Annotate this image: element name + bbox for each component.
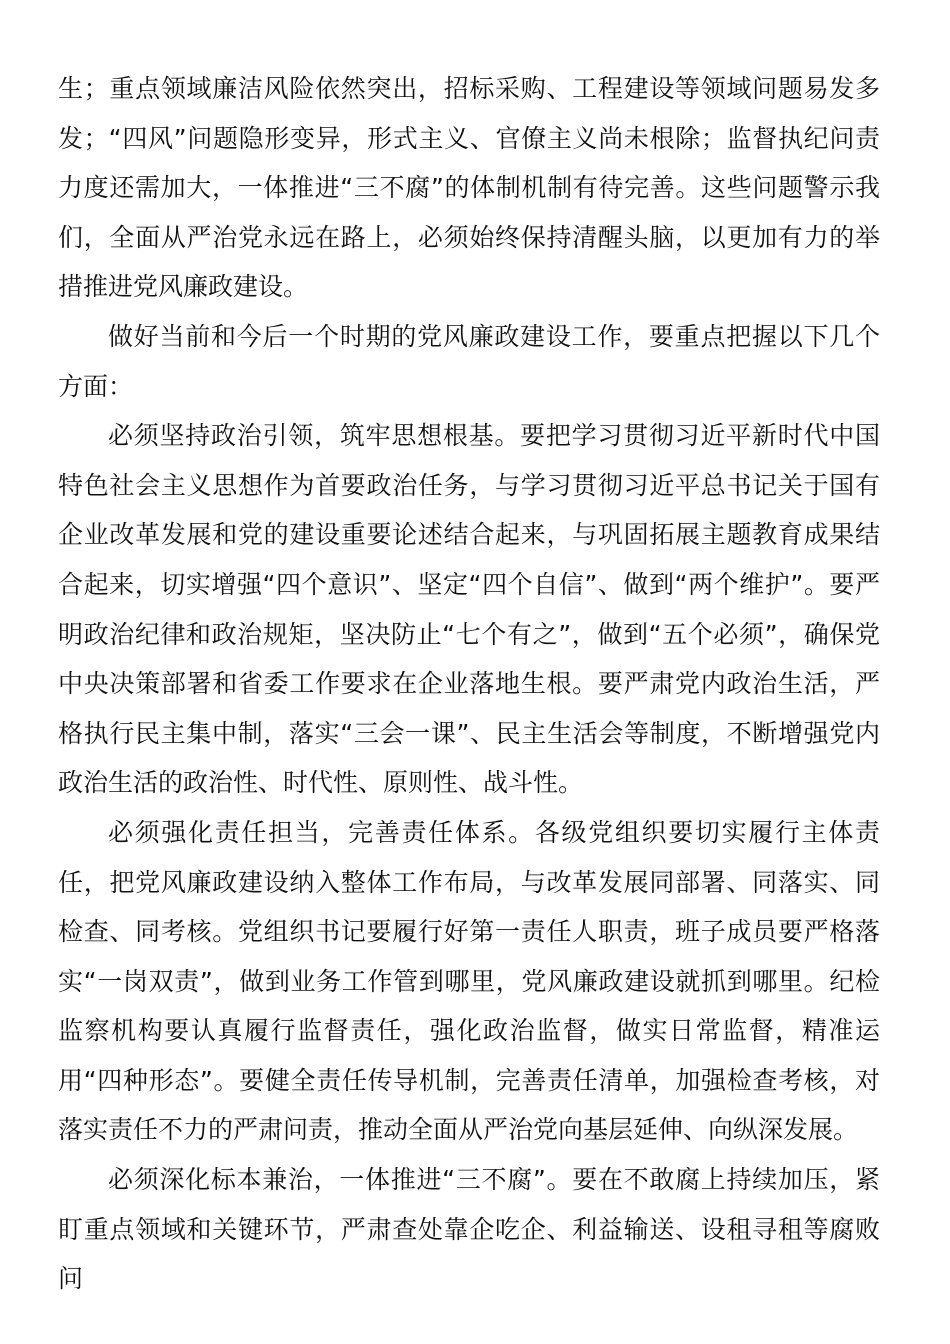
paragraph-responsibility: 必须强化责任担当，完善责任体系。各级党组织要切实履行主体责任，把党风廉政建设纳入整体工作布局，与改革发展同部署、同落实、同检查、同考核。党组织书记要履行好第一责任人职责，班子成员要严格落实“一岗双责”，做到业务工作管到哪里，党风廉政建设就抓到哪里。纪检监察机构要认真履行监督责任，强化政治监督，做实日常监督，精准运用“四种形态”。要健全责任传导机制，完善责任清单，加强检查考核，对落实责任不力的严肃问责，推动全面从严治党向基层延伸、向纵深发展。 bbox=[58, 817, 880, 1145]
paragraph-political-guidance: 必须坚持政治引领，筑牢思想根基。要把学习贯彻习近平新时代中国特色社会主义思想作为首要政治任务，与学习贯彻习近平总书记关于国有企业改革发展和党的建设重要论述结合起来，与巩固拓展主题教育成果结合起来，切实增强“四个意识”、坚定“四个自信”、做到“两个维护”。要严明政治纪律和政治规矩，坚决防止“七个有之”，做到“五个必须”，确保党中央决策部署和省委工作要求在企业落地生根。要严肃党内政治生活，严格执行民主集中制，落实“三会一课”、民主生活会等制度，不断增强党内政治生活的政治性、时代性、原则性、战斗性。 bbox=[58, 421, 880, 798]
document-body bbox=[58, 64, 880, 1304]
paragraph-continuation: 生；重点领域廉洁风险依然突出，招标采购、工程建设等领域问题易发多发；“四风”问题隐形变异，形式主义、官僚主义尚未根除；监督执纪问责力度还需加大，一体推进“三不腐”的体制机制有待完善。这些问题警示我们，全面从严治党永远在路上，必须始终保持清醒头脑，以更加有力的举措推进党风廉政建设。 bbox=[58, 74, 880, 302]
paragraph-intro: 做好当前和今后一个时期的党风廉政建设工作，要重点把握以下几个方面： bbox=[58, 321, 880, 401]
paragraph-three-no-corruption: 必须深化标本兼治，一体推进“三不腐”。要在不敢腐上持续加压，紧盯重点领域和关键环节，严肃查处靠企吃企、利益输送、设租寻租等腐败问 bbox=[58, 1165, 880, 1294]
